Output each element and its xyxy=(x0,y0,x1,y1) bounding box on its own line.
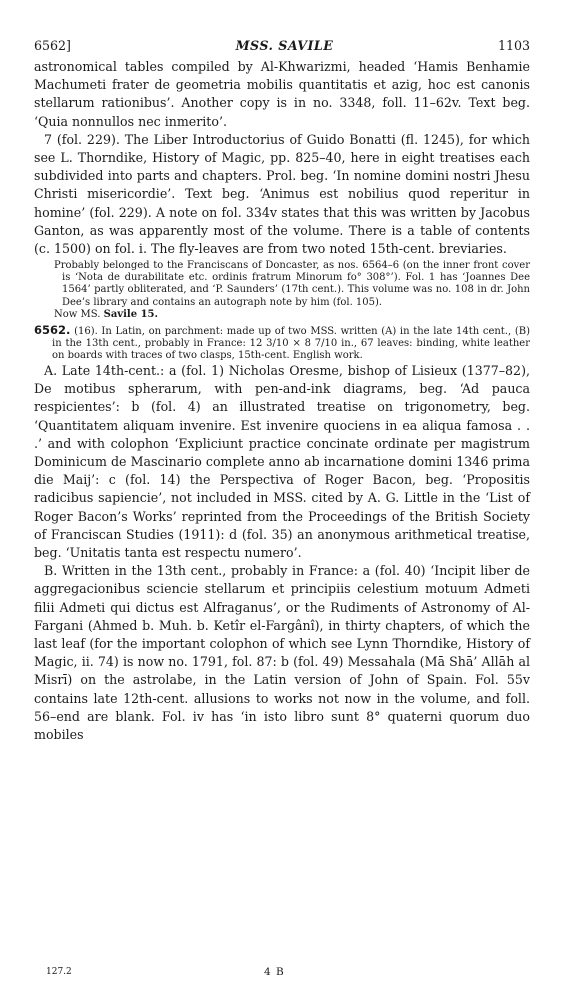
paragraph-item-7: 7 (fol. 229). The Liber Introductorius of Guido Bonatti (fl. 1245), for which see L. Thorndike, History of Magic, pp. 825–40, here in eight treatises each subdivided into parts and chapters. Prol. beg. ‘In nomine domini nostri Jhesu Christi misericordie’. Text beg. ‘Animus est nobilius quod reperitur in homine’ (fol. 229). A note on fol. 334v states that this was written by Jacobus Ganton, as was apparently most of the volume. There is a table of contents (c. 1500) on fol. i. The fly-leaves are from two noted 15th-cent. breviaries. xyxy=(34,131,530,257)
current-shelfmark-prefix: Now MS. xyxy=(54,308,101,320)
header-shelfmark: 6562] xyxy=(34,38,71,53)
paragraph-continuation: astronomical tables compiled by Al-Khwarizmi, headed ‘Hamis Benhamie Machumeti frater de geometria mobilis quantitatis et azig, hoc est canonis stellarum rationibus’. Another copy is in no. 3348, foll. 11–62v. Text beg. ‘Quia nonnullos nec inmerito’. xyxy=(34,59,530,129)
footer-printer-mark: 127.2 xyxy=(46,967,72,977)
paragraph-part-a: A. Late 14th-cent.: a (fol. 1) Nicholas Oresme, bishop of Lisieux (1377–82), De motibus spherarum, with pen-and-ink diagrams, beg. ‘Ad pauca respicientes’: b (fol. 4) an illustrated treatise on trigonometry, beg. ‘Quantitatem aliquam invenire. Est invenire quociens in ea aliqua famosa . . .’ and with colophon ‘Expliciunt practice concinate ordinate per magistrum Dominicum de Mascinario complete anno ab incarnatione domini 1346 prima die Maij’: c (fol. 14) the Perspectiva of Roger Bacon, beg. ‘Propositis radicibus sapiencie’, not included in MSS. cited by A. G. Little in the ‘List of Roger Bacon’s Works’ reprinted from the Proceedings of the British Society of Franciscan Studies (1911): d (fol. 35) an anonymous arithmetical treatise, beg. ‘Unitatis tanta est respectu numero’. xyxy=(34,362,530,561)
entry-6562-description xyxy=(34,324,530,362)
entry-number: 6562. xyxy=(34,322,71,337)
footer-signature: 4 B xyxy=(264,966,285,978)
header-page-number: 1103 xyxy=(497,38,530,53)
page xyxy=(34,38,530,744)
current-shelfmark xyxy=(34,309,530,321)
running-header xyxy=(34,38,530,56)
paragraph-part-b: B. Written in the 13th cent., probably in France: a (fol. 40) ‘Incipit liber de aggregacionibus sciencie stellarum et principiis celestium motuum Admeti filii Admeti qui dictus est Alfraganus’, or the Rudiments of Astronomy of Al-Fargani (Ahmed b. Muh. b. Ketîr el-Fargânî), in thirty chapters, of which the last leaf (for the important colophon of which see Lynn Thorndike, History of Magic, ii. 74) is now no. 1791, fol. 87: b (fol. 49) Messahala (Mā Shā’ Allāh al Misrī) on the astrolabe, in the Latin version of John of Spain. Fol. 55v contains late 12th-cent. allusions to works not now in the volume, and foll. 56–end are blank. Fol. iv has ‘in isto libro sunt 8° quaterni quorum duo mobiles xyxy=(34,563,530,743)
entry-physical-description: (16). In Latin, on parchment: made up of two MSS. written (A) in the late 14th cent., (B) in the 13th cent., probably in France: 12 3/10 × 8 7/10 in., 67 leaves: binding, white leather on boards with traces of two clasps, 15th-cent. English work. xyxy=(52,325,530,361)
header-title: MSS. SAVILE xyxy=(235,38,334,53)
current-shelfmark-value: Savile 15. xyxy=(103,308,158,320)
provenance-note: Probably belonged to the Franciscans of Doncaster, as nos. 6564–6 (on the inner front cover is ‘Nota de durabilitate etc. ordinis fratrum Minorum fo° 308°’). Fol. 1 has ‘Joannes Dee 1564’ partly obliterated, and ‘P. Saunders’ (17th cent.). This volume was no. 108 in dr. John Dee’s library and contains an autograph note by him (fol. 105). xyxy=(54,260,530,308)
page-footer xyxy=(46,966,346,978)
